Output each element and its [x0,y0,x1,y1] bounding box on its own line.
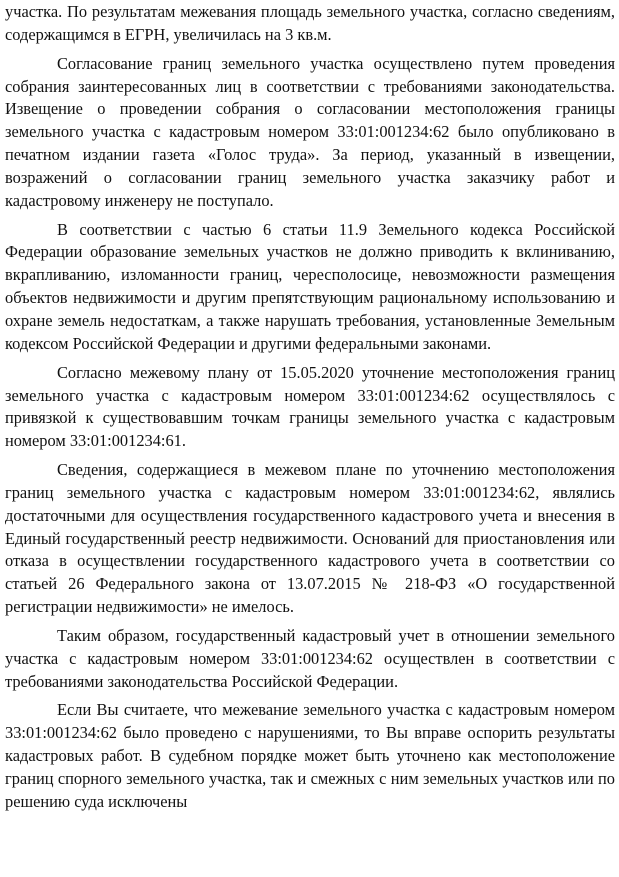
paragraph-boundary-approval: Согласование границ земельного участка осуществлено путем проведения собрания заинтересованных лиц в соответствии с требованиями законодательства. Извещение о проведении собрания о согласовании местоположения границы земельного участка с кадастровым номером 33:01:001234:62 было опубликовано в печатном издании газета «Голос труда». За период, указанный в извещении, возражений о согласовании границ земельного участка заказчику работ и кадастровому инженеру не поступало. [5,53,615,210]
paragraph-conclusion: Таким образом, государственный кадастровый учет в отношении земельного участка с кадастровым номером 33:01:001234:62 осуществлен в соответствии с требованиями законодательства Российской Федерации. [5,625,615,691]
document-page [5,1,615,814]
paragraph-area-result: участка. По результатам межевания площадь земельного участка, согласно сведениям, содержащимся в ЕГРН, увеличилась на 3 кв.м. [5,2,615,44]
paragraph-survey-plan: Согласно межевому плану от 15.05.2020 уточнение местоположения границ земельного участка с кадастровым номером 33:01:001234:62 осуществлялось с привязкой к существовавшим точкам границы земельного участка с кадастровым номером 33:01:001234:61. [5,362,615,451]
paragraph-appeal: Если Вы считаете, что межевание земельного участка с кадастровым номером 33:01:001234:62 было проведено с нарушениями, то Вы вправе оспорить результаты кадастровых работ. В судебном порядке может быть уточнено как местоположение границ спорного земельного участка, так и смежных с ним земельных участков или по решению суда исключены [5,700,615,811]
paragraph-survey-sufficiency: Сведения, содержащиеся в межевом плане по уточнению местоположения границ земельного участка с кадастровым номером 33:01:001234:62, являлись достаточными для осуществления государственного кадастрового учета и внесения в Единый государственный реестр недвижимости. Оснований для приостановления или отказа в осуществлении государственного кадастрового учета в соответствии со статьей 26 Федерального закона от 13.07.2015 № 218-ФЗ «О государственной регистрации недвижимости» не имелось. [5,460,615,617]
paragraph-land-code: В соответствии с частью 6 статьи 11.9 Земельного кодекса Российской Федерации образование земельных участков не должно приводить к вклиниванию, вкрапливанию, изломанности границ, чересполосице, невозможности размещения объектов недвижимости и другим препятствующим рациональному использованию и охране земель недостаткам, а также нарушать требования, установленные Земельным кодексом Российской Федерации и другими федеральными законами. [5,219,615,353]
